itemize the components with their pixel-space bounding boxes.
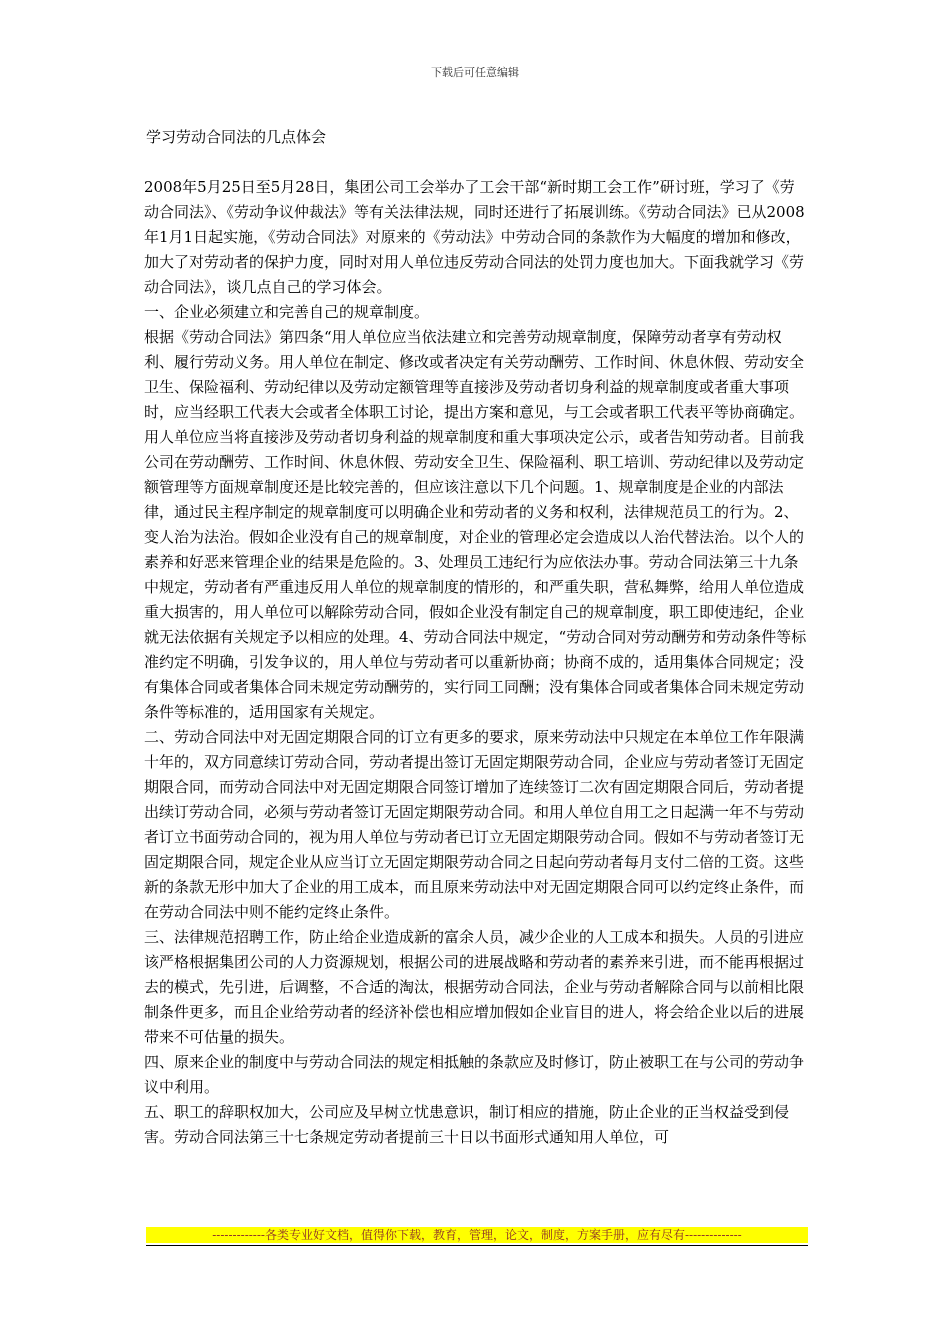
footer-banner: -------------各类专业好文档，值得你下载，教育，管理，论文，制度，方案手册，应有尽有-------------- (146, 1227, 808, 1243)
document-title: 学习劳动合同法的几点体会 (146, 128, 327, 146)
paragraph-section-5: 五、职工的辞职权加大，公司应及早树立忧患意识，制订相应的措施，防止企业的正当权益受到侵害。劳动合同法第三十七条规定劳动者提前三十日以书面形式通知用人单位，可 (144, 1103, 790, 1146)
paragraph-section-2: 二、劳动合同法中对无固定期限合同的订立有更多的要求，原来劳动法中只规定在本单位工作年限满十年的，双方同意续订劳动合同，劳动者提出签订无固定期限劳动合同，企业应与劳动者签订无固定期限合同，而劳动合同法中对无固定期限合同签订增加了连续签订二次有固定期限合同后，劳动者提出续订劳动合同，必须与劳动者签订无固定期限劳动合同。和用人单位自用工之日起满一年不与劳动者订立书面劳动合同的，视为用人单位与劳动者已订立无固定期限劳动合同。假如不与劳动者签订无固定期限合同，规定企业从应当订立无固定期限劳动合同之日起向劳动者每月支付二倍的工资。这些新的条款无形中加大了企业的用工成本，而且原来劳动法中对无固定期限合同可以约定终止条件，而在劳动合同法中则不能约定终止条件。 (144, 728, 805, 921)
section-heading-1: 一、企业必须建立和完善自己的规章制度。 (144, 303, 430, 321)
paragraph-section-4: 四、原来企业的制度中与劳动合同法的规定相抵触的条款应及时修订，防止被职工在与公司的劳动争议中利用。 (144, 1053, 805, 1096)
page-header-note: 下载后可任意编辑 (431, 66, 519, 79)
footer-divider (146, 1245, 808, 1246)
paragraph-intro: 2008年5月25日至5月28日，集团公司工会举办了工会干部“新时期工会工作”研讨班，学习了《劳动合同法》、《劳动争议仲裁法》等有关法律法规，同时还进行了拓展训练。《劳动合同法》已从2008年1月1日起实施，《劳动合同法》对原来的《劳动法》中劳动合同的条款作为大幅度的增加和修改，加大了对劳动者的保护力度，同时对用人单位违反劳动合同法的处罚力度也加大。下面我就学习《劳动合同法》，谈几点自己的学习体会。 (144, 178, 805, 296)
document-body (144, 175, 809, 1150)
paragraph-section-3: 三、法律规范招聘工作，防止给企业造成新的富余人员，减少企业的人工成本和损失。人员的引进应该严格根据集团公司的人力资源规划，根据公司的进展战略和劳动者的素养来引进，而不能再根据过去的模式，先引进，后调整，不合适的淘汰，根据劳动合同法，企业与劳动者解除合同与以前相比限制条件更多，而且企业给劳动者的经济补偿也相应增加假如企业盲目的进人，将会给企业以后的进展带来不可估量的损失。 (144, 928, 805, 1046)
paragraph-section-1: 根据《劳动合同法》第四条“用人单位应当依法建立和完善劳动规章制度，保障劳动者享有劳动权利、履行劳动义务。用人单位在制定、修改或者决定有关劳动酬劳、工作时间、休息休假、劳动安全卫生、保险福利、劳动纪律以及劳动定额管理等直接涉及劳动者切身利益的规章制度或者重大事项时，应当经职工代表大会或者全体职工讨论，提出方案和意见，与工会或者职工代表平等协商确定。用人单位应当将直接涉及劳动者切身利益的规章制度和重大事项决定公示，或者告知劳动者。目前我公司在劳动酬劳、工作时间、休息休假、劳动安全卫生、保险福利、职工培训、劳动纪律以及劳动定额管理等方面规章制度还是比较完善的，但应该注意以下几个问题。1、规章制度是企业的内部法律，通过民主程序制定的规章制度可以明确企业和劳动者的义务和权利，法律规范员工的行为。2、变人治为法治。假如企业没有自己的规章制度，对企业的管理必定会造成以人治代替法治。以个人的素养和好恶来管理企业的结果是危险的。3、处理员工违纪行为应依法办事。劳动合同法第三十九条中规定，劳动者有严重违反用人单位的规章制度的情形的，和严重失职，营私舞弊，给用人单位造成重大损害的，用人单位可以解除劳动合同，假如企业没有制定自己的规章制度，职工即使违纪，企业就无法依据有关规定予以相应的处理。4、劳动合同法中规定，“劳动合同对劳动酬劳和劳动条件等标准约定不明确，引发争议的，用人单位与劳动者可以重新协商；协商不成的，适用集体合同规定；没有集体合同或者集体合同未规定劳动酬劳的，实行同工同酬；没有集体合同或者集体合同未规定劳动条件等标准的，适用国家有关规定。 (144, 328, 807, 721)
